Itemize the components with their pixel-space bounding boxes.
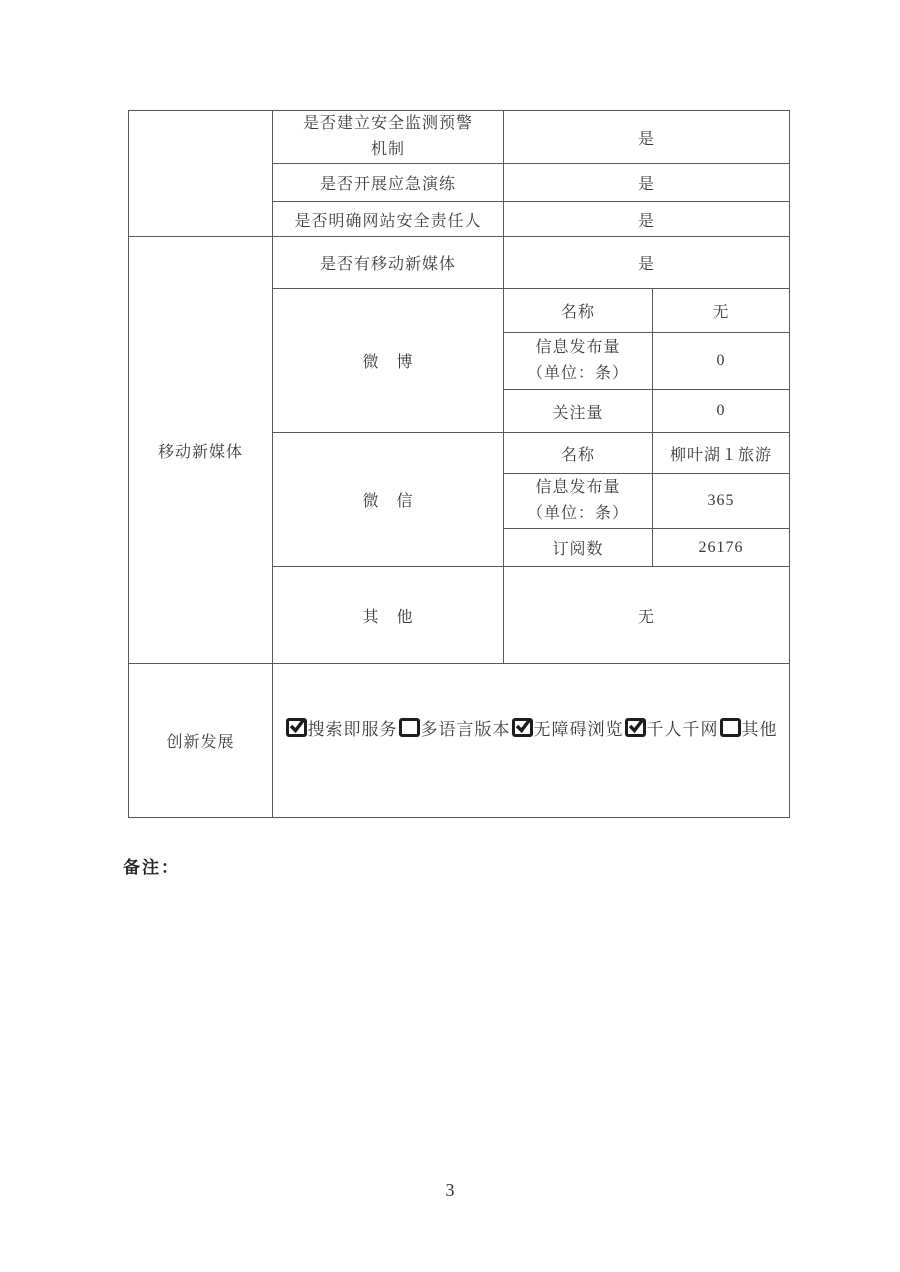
- wechat-subscribers-label: 订阅数: [504, 529, 653, 567]
- checkbox-option: [511, 720, 624, 739]
- security-category-cell: [129, 111, 273, 237]
- option-label: 其他: [741, 720, 778, 739]
- other-media-label: 其 他: [273, 567, 504, 664]
- weibo-posts-label: [504, 333, 653, 390]
- weibo-followers-label: 关注量: [504, 390, 653, 433]
- option-label: 无障碍浏览: [533, 720, 624, 739]
- option-label: 搜索即服务: [307, 720, 398, 739]
- security-row-value: 是: [504, 111, 790, 164]
- checkbox-icon: [625, 718, 646, 737]
- weibo-followers-value: 0: [653, 390, 790, 433]
- security-row-label: [273, 111, 504, 164]
- checkbox-icon: [286, 718, 307, 737]
- annual-report-table: [128, 110, 790, 818]
- table-row: [129, 111, 790, 164]
- checkbox-option: [719, 720, 778, 739]
- checkbox-option: [285, 720, 398, 739]
- weibo-name-label: 名称: [504, 289, 653, 333]
- checkbox-icon: [720, 718, 741, 737]
- weibo-name-value: 无: [653, 289, 790, 333]
- innovation-options-cell: [273, 664, 790, 818]
- option-label: 多语言版本: [420, 720, 511, 739]
- innovation-options: [273, 715, 789, 740]
- innovation-category-cell: 创新发展: [129, 664, 273, 818]
- table-row: [129, 664, 790, 818]
- page-number: 3: [445, 1180, 455, 1200]
- wechat-posts-label: [504, 474, 653, 529]
- label-line1: 是否建立安全监测预警: [302, 115, 473, 132]
- other-media-value: 无: [504, 567, 790, 664]
- mobile-media-category-cell: 移动新媒体: [129, 237, 273, 664]
- option-label: 千人千网: [646, 720, 719, 739]
- checkbox-option: [398, 720, 511, 739]
- has-mobile-label: 是否有移动新媒体: [273, 237, 504, 289]
- weibo-label-cell: 微 博: [273, 289, 504, 433]
- checkbox-icon: [399, 718, 420, 737]
- label-line1: 信息发布量: [535, 479, 621, 496]
- wechat-posts-value: 365: [653, 474, 790, 529]
- weibo-posts-value: 0: [653, 333, 790, 390]
- checkbox-option: [624, 720, 719, 739]
- security-row-label: 是否明确网站安全责任人: [273, 202, 504, 237]
- has-mobile-value: 是: [504, 237, 790, 289]
- wechat-name-label: 名称: [504, 433, 653, 474]
- wechat-subscribers-value: 26176: [653, 529, 790, 567]
- security-row-value: 是: [504, 164, 790, 202]
- label-line1: 信息发布量: [535, 339, 621, 356]
- remark-label: 备注：: [123, 858, 180, 877]
- label-line2: 机制: [370, 141, 405, 158]
- label-line2: （单位：条）: [526, 505, 629, 522]
- table-row: [129, 237, 790, 289]
- security-row-label: 是否开展应急演练: [273, 164, 504, 202]
- label-line2: （单位：条）: [526, 365, 629, 382]
- wechat-name-value: 柳叶湖１旅游: [653, 433, 790, 474]
- security-row-value: 是: [504, 202, 790, 237]
- checkbox-icon: [512, 718, 533, 737]
- wechat-label-cell: 微 信: [273, 433, 504, 567]
